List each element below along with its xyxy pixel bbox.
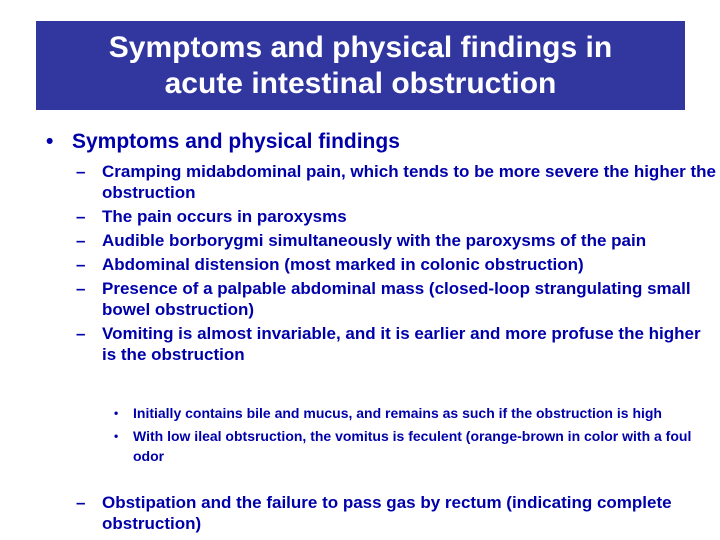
- dash-icon: –: [76, 231, 86, 250]
- dash-icon: –: [76, 207, 86, 226]
- vomiting-sublist: [113, 403, 718, 469]
- list-item: [76, 230, 716, 251]
- main-bullet: [46, 129, 400, 155]
- list-item: [76, 254, 716, 275]
- list-item-text: Abdominal distension (most marked in colonic obstruction): [102, 255, 584, 274]
- final-finding: [76, 492, 716, 534]
- sub-list-item: [113, 426, 718, 466]
- list-item-text: Audible borborygmi simultaneously with the paroxysms of the pain: [102, 231, 647, 250]
- list-item-text: Cramping midabdominal pain, which tends to be more severe the higher the obstruction: [102, 162, 716, 202]
- list-item: [76, 492, 716, 534]
- sub-list-item: [113, 403, 718, 423]
- bullet-icon: •: [46, 130, 54, 153]
- bullet-icon: •: [114, 406, 119, 420]
- list-item-text: Presence of a palpable abdominal mass (closed-loop strangulating small bowel obstruction): [102, 279, 691, 319]
- findings-list: [76, 161, 716, 368]
- list-item: [76, 161, 716, 203]
- dash-icon: –: [76, 493, 86, 512]
- main-bullet-text: Symptoms and physical findings: [72, 130, 400, 153]
- bullet-icon: •: [114, 429, 119, 443]
- list-item: [76, 206, 716, 227]
- sub-list-item-text: With low ileal obtsruction, the vomitus is feculent (orange-brown in color with a foul odor: [133, 428, 692, 464]
- dash-icon: –: [76, 279, 86, 298]
- dash-icon: –: [76, 324, 86, 343]
- list-item-text: Obstipation and the failure to pass gas by rectum (indicating complete obstruction): [102, 493, 672, 533]
- list-item: [76, 323, 716, 365]
- sub-list-item-text: Initially contains bile and mucus, and remains as such if the obstruction is high: [133, 405, 662, 421]
- dash-icon: –: [76, 162, 86, 181]
- list-item: [76, 278, 716, 320]
- list-item-text: The pain occurs in paroxysms: [102, 207, 347, 226]
- slide-title: Symptoms and physical findings in acute intestinal obstruction: [108, 30, 613, 100]
- list-item-text: Vomiting is almost invariable, and it is earlier and more profuse the higher is the obstruction: [102, 324, 701, 364]
- dash-icon: –: [76, 255, 86, 274]
